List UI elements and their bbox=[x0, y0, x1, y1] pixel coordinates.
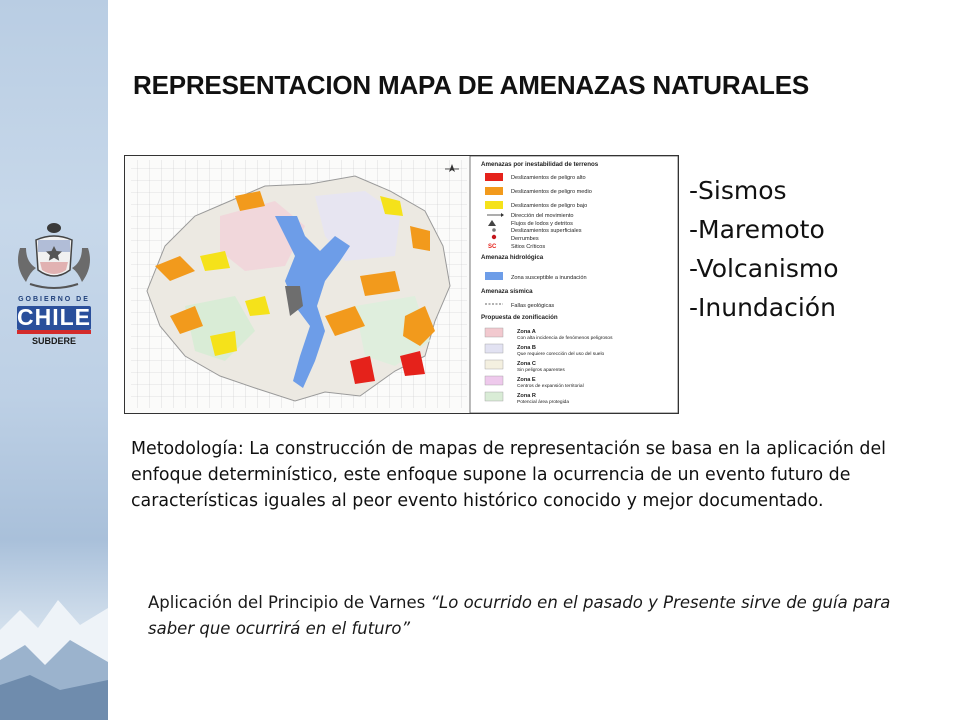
hazard-item: -Inundación bbox=[689, 293, 836, 322]
legend-section-seismic: Amenaza sísmica bbox=[481, 288, 533, 295]
zone-e-name: Zona E bbox=[517, 377, 536, 383]
zone-b-name: Zona B bbox=[517, 345, 536, 351]
legend-item-faults: Fallas geológicas bbox=[511, 303, 555, 309]
logo-org-subdere: SUBDERE bbox=[31, 336, 76, 346]
hazard-map-svg bbox=[125, 156, 678, 413]
zone-c-desc: Sin peligros aparentes bbox=[517, 368, 565, 373]
government-logo bbox=[0, 218, 108, 348]
zone-a-desc: Con alta incidencia de fenómenos peligrosos bbox=[517, 336, 613, 341]
legend-section-hydro: Amenaza hidrológica bbox=[481, 254, 544, 261]
legend-item-high: Deslizamientos de peligro alto bbox=[511, 175, 586, 181]
coat-of-arms-icon bbox=[0, 218, 108, 294]
hazard-item: -Volcanismo bbox=[689, 254, 839, 283]
legend-item-derrumbes: Derrumbes bbox=[511, 236, 539, 242]
zone-a-name: Zona A bbox=[517, 329, 536, 335]
hazard-item: -Sismos bbox=[689, 176, 787, 205]
legend-symbol-sc: SC bbox=[488, 244, 497, 250]
zone-e-desc: Centros de expansión territorial bbox=[517, 384, 584, 389]
methodology-paragraph: Metodología: La construcción de mapas de representación se basa en la aplicación del enfoque determinístico, este enfoque supone la ocurrencia de un evento futuro de características iguales al peor evento histórico conocido y mejor documentado. bbox=[131, 439, 886, 511]
legend-section-instability: Amenazas por inestabilidad de terrenos bbox=[481, 161, 599, 168]
zone-r-name: Zona R bbox=[517, 393, 536, 399]
hazard-item: -Maremoto bbox=[689, 215, 825, 244]
mountain-decoration bbox=[0, 590, 108, 720]
legend-item-medium: Deslizamientos de peligro medio bbox=[511, 189, 592, 195]
legend-item-critical: Sitios Críticos bbox=[511, 244, 546, 250]
legend-item-superficial: Deslizamientos superficiales bbox=[511, 228, 582, 234]
hazard-list bbox=[689, 171, 839, 327]
zone-b-desc: Que requiere corección del uso del suelo bbox=[517, 352, 605, 357]
slide-title: REPRESENTACION MAPA DE AMENAZAS NATURALES bbox=[133, 70, 810, 100]
zone-c-name: Zona C bbox=[517, 361, 536, 367]
principle-quote: “Lo ocurrido en el pasado y Presente sirve de guía para saber que ocurrirá en el futuro” bbox=[148, 593, 891, 638]
legend-item-flows: Flujos de lodos y detritos bbox=[511, 221, 573, 227]
logo-line-gobierno: GOBIERNO DE bbox=[18, 296, 90, 303]
legend-section-zoning: Propuesta de zonificación bbox=[481, 314, 558, 321]
varnes-principle bbox=[148, 590, 928, 642]
zone-r-desc: Potencial área protegida bbox=[517, 400, 570, 405]
logo-line-chile: CHILE bbox=[17, 304, 91, 330]
hazard-map-image bbox=[124, 155, 679, 414]
principle-lead: Aplicación del Principio de Varnes bbox=[148, 593, 431, 612]
legend-item-low: Deslizamientos de peligro bajo bbox=[511, 203, 588, 209]
side-band bbox=[0, 0, 108, 720]
legend-item-flood: Zona susceptible a inundación bbox=[511, 275, 587, 281]
legend-item-direction: Dirección del movimiento bbox=[511, 213, 574, 219]
